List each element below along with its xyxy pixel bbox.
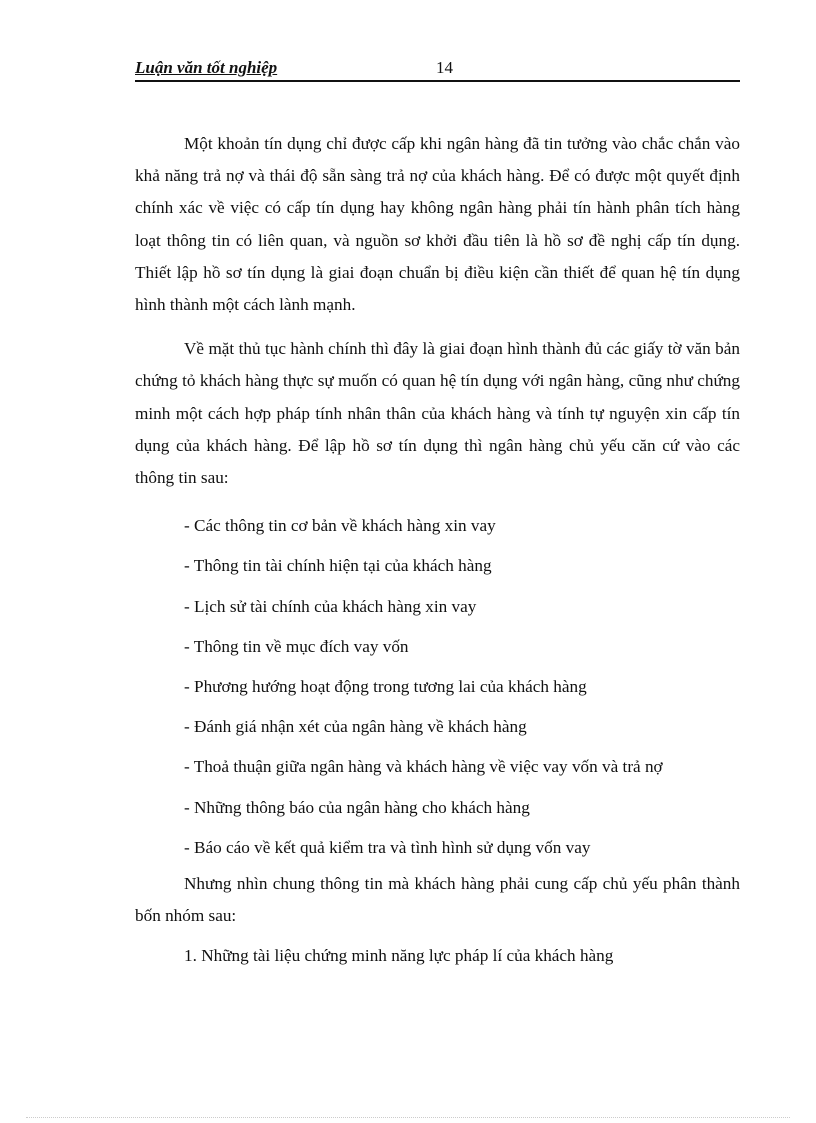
list-item: - Phương hướng hoạt động trong tương lai của khách hàng bbox=[184, 677, 587, 697]
document-title: Luận văn tốt nghiệp bbox=[135, 58, 278, 77]
paragraph: Một khoản tín dụng chỉ được cấp khi ngân hàng đã tin tưởng vào chắc chắn vào khả năng trả nợ và thái độ sẵn sàng trả nợ của khách hàng. Để có được một quyết định chính xác về việc có cấp tín dụng hay không ngân hàng phải tín hành phân tích hàng loạt thông tin có liên quan, và nguồn sơ khởi đầu tiên là hồ sơ đề nghị cấp tín dụng. Thiết lập hồ sơ tín dụng là giai đoạn chuẩn bị điều kiện cần thiết để quan hệ tín dụng hình thành một cách lành mạnh. bbox=[135, 134, 740, 315]
list-item: - Báo cáo về kết quả kiểm tra và tình hình sử dụng vốn vay bbox=[184, 837, 591, 857]
page-bottom-border bbox=[26, 1117, 790, 1118]
paragraph: Nhưng nhìn chung thông tin mà khách hàng phải cung cấp chủ yếu phân thành bốn nhóm sau: bbox=[135, 874, 740, 926]
list-item: - Thông tin tài chính hiện tại của khách hàng bbox=[184, 556, 492, 576]
list-item: - Lịch sử tài chính của khách hàng xin vay bbox=[184, 596, 477, 616]
page-header bbox=[135, 56, 740, 82]
paragraph: Về mặt thủ tục hành chính thì đây là giai đoạn hình thành đủ các giấy tờ văn bản chứng tỏ khách hàng thực sự muốn có quan hệ tín dụng với ngân hàng, cũng như chứng minh một cách hợp pháp tính nhân thân của khách hàng và tính tự nguyện xin cấp tín dụng của khách hàng. Để lập hồ sơ tín dụng thì ngân hàng chủ yếu căn cứ vào các thông tin sau: bbox=[135, 339, 740, 488]
list-item: - Những thông báo của ngân hàng cho khách hàng bbox=[184, 797, 530, 817]
info-list bbox=[135, 506, 740, 868]
numbered-item: 1. Những tài liệu chứng minh năng lực pháp lí của khách hàng bbox=[184, 946, 614, 966]
page-body bbox=[135, 128, 740, 977]
page-number: 14 bbox=[436, 58, 453, 77]
list-item: - Đánh giá nhận xét của ngân hàng về khách hàng bbox=[184, 717, 527, 737]
list-item: - Thoả thuận giữa ngân hàng và khách hàng về việc vay vốn và trả nợ bbox=[184, 757, 663, 777]
list-item: - Các thông tin cơ bản về khách hàng xin vay bbox=[184, 516, 496, 536]
list-item: - Thông tin về mục đích vay vốn bbox=[184, 636, 409, 656]
